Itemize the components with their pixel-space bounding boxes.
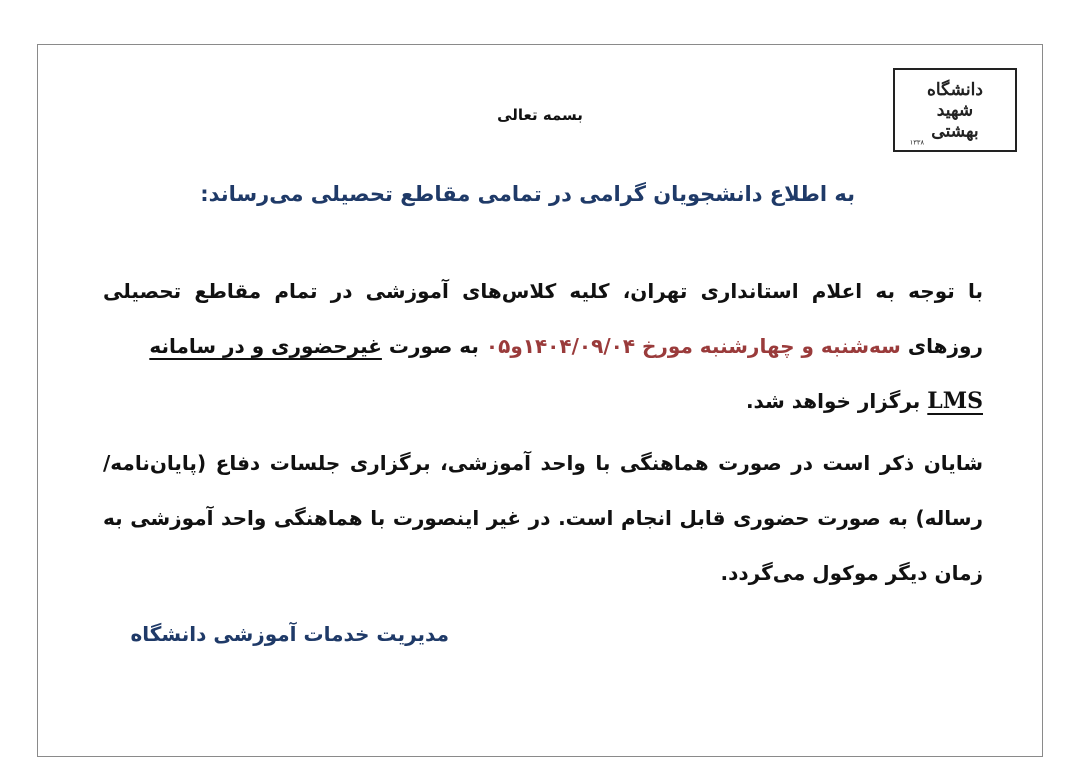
paragraph1-part3: برگزار خواهد شد. [745, 389, 921, 413]
svg-text:بهشتی: بهشتی [931, 121, 979, 142]
announcement-heading: به اطلاع دانشجویان گرامی در تمامی مقاطع تحصیلی می‌رساند: [200, 182, 855, 206]
lms-label: LMS [927, 388, 983, 414]
signature-office: مدیریت خدمات آموزشی دانشگاه [130, 622, 449, 646]
svg-text:۱۳۳۸: ۱۳۳۸ [909, 138, 925, 147]
university-logo [893, 68, 1017, 152]
highlighted-dates: سه‌شنبه و چهارشنبه مورخ ۱۴۰۴/۰۹/۰۴و۰۵ [485, 334, 901, 358]
paragraph-online-classes [103, 264, 983, 429]
paragraph-defense-sessions: شایان ذکر است در صورت هماهنگی با واحد آموزشی، برگزاری جلسات دفاع (پایان‌نامه/رساله) به صورت حضوری قابل انجام است. در غیر اینصورت با هماهنگی واحد آموزشی به زمان دیگر موکول می‌گردد. [103, 451, 983, 585]
svg-text:شهید: شهید [936, 100, 974, 121]
paragraph1-part2: به صورت [388, 334, 479, 358]
underlined-mode: غیرحضوری و در سامانه [149, 334, 382, 358]
svg-text:دانشگاه: دانشگاه [926, 79, 984, 100]
basmala-title: بسمه تعالی [497, 106, 583, 124]
paragraph1-part1: با توجه به اعلام استانداری تهران، کلیه کلاس‌های آموزشی در تمام مقاطع تحصیلی روزهای [103, 279, 983, 358]
university-logo-mark [895, 70, 1015, 150]
